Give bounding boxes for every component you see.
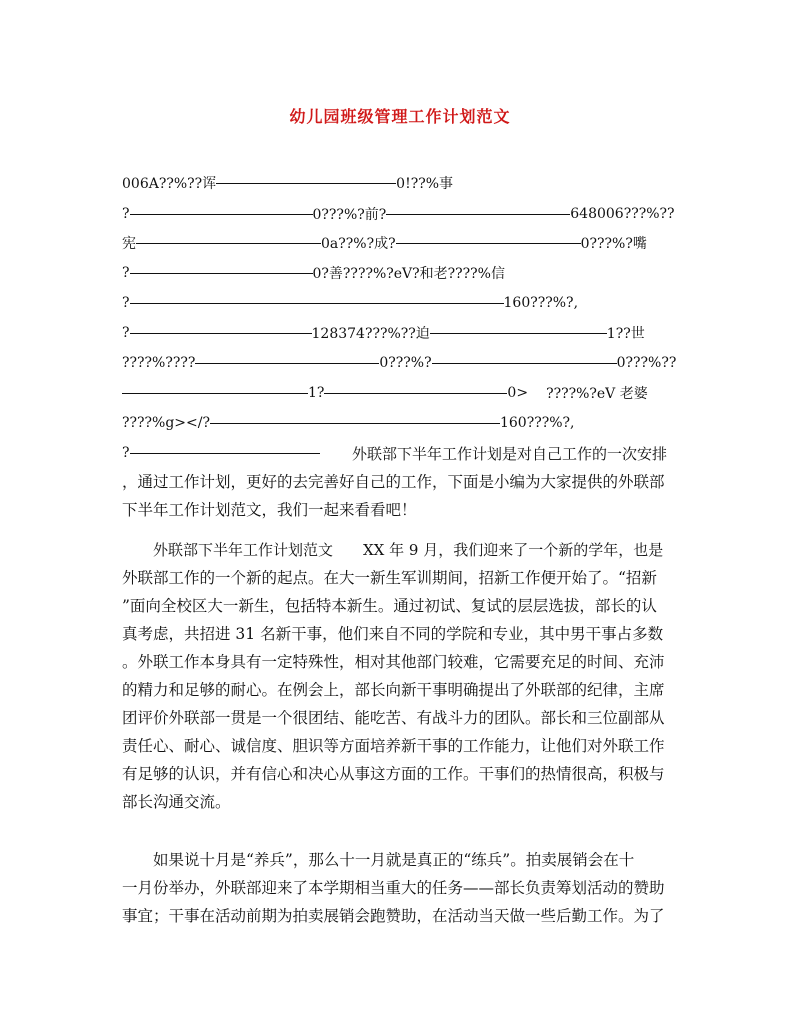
document-title: 幼儿园班级管理工作计划范文 [289,107,511,126]
paragraph-line: 真考虑，共招进 31 名新干事，他们来自不同的学院和专业，其中男干事占多数 [122,625,664,643]
paragraph-line: 团评价外联部一贯是一个很团结、能吃苦、有战斗力的团队。部长和三位副部从 [122,709,665,727]
horizontal-rule [216,183,396,184]
garbled-line-1 [122,172,453,194]
paragraph-line: 。外联工作本身具有一定特殊性，相对其他部门较难，它需要充足的时间、充沛 [122,653,665,671]
horizontal-rule [432,363,617,364]
horizontal-rule [130,303,504,304]
garbled-text: 0???%?前? [312,207,387,223]
garbled-text: 0???%?嘴 [580,236,647,252]
horizontal-rule [136,243,321,244]
horizontal-rule [130,273,313,274]
horizontal-rule [122,393,308,394]
garbled-line-3 [122,232,647,254]
horizontal-rule [195,363,379,364]
body-paragraph-2 [122,846,684,930]
garbled-line-6 [122,322,645,344]
horizontal-rule [386,214,570,215]
garbled-text: 0!??%事 [396,176,454,192]
paragraph-line: 如果说十月是“养兵”，那么十一月就是真正的“练兵”。拍卖展销会在十 [153,851,635,869]
paragraph-line: 下半年工作计划范文，我们一起来看看吧！ [122,501,417,519]
paragraph-line: 外联部下半年工作计划范文 XX 年 9 月，我们迎来了一个新的学年，也是 [153,541,664,559]
horizontal-rule [210,423,500,424]
paragraph-line: 外联部工作的一个新的起点。在大一新生军训期间，招新工作便开始了。“招新 [122,569,657,587]
garbled-line-2 [122,203,675,225]
garbled-text: 0> [507,385,529,401]
garbled-text: 0???%? [379,355,432,371]
garbled-line-5 [122,292,578,314]
garbled-text: 宪 [122,236,136,252]
paragraph-line: ，通过工作计划，更好的去完善好自己的工作，下面是小编为大家提供的外联部 [122,473,665,491]
garbled-text: ? [122,325,130,341]
horizontal-rule [130,214,313,215]
garbled-text: 0???%?? [616,355,677,371]
garbled-line-7 [122,352,676,374]
garbled-text: 160???%?, [499,415,575,431]
garbled-text: 006A??%??诨 [122,176,217,192]
horizontal-rule [396,243,581,244]
garbled-text: 0?善????%?eV?和老????%信 [312,266,505,282]
garbled-text: 1? [308,385,325,401]
paragraph-line: 责任心、耐心、诚信度、胆识等方面培养新干事的工作能力，让他们对外联工作 [122,737,665,755]
garbled-line-4 [122,262,505,284]
garbled-text: ? [122,295,130,311]
horizontal-rule [324,393,507,394]
garbled-text: ????%???? [122,355,196,371]
garbled-text: 1??世 [606,326,645,342]
garbled-text: ????%?eV 老婆 [546,386,648,402]
paragraph-line: 部长沟通交流。 [122,793,231,811]
paragraph-line: 一月份举办，外联部迎来了本学期相当重大的任务——部长负责筹划活动的赞助 [122,879,665,897]
garbled-text: ????%g></? [122,415,210,431]
body-paragraph-1 [122,536,684,816]
garbled-line-9 [122,412,574,434]
paragraph-line: ”面向全校区大一新生，包括特本新生。通过初试、复试的层层选拔，部长的认 [122,597,657,615]
horizontal-rule [130,333,312,334]
paragraph-line: 有足够的认识，并有信心和决心从事这方面的工作。干事们的热情很高，积极与 [122,765,665,783]
garbled-text: ? [122,265,130,281]
garbled-text: ? [122,445,130,461]
garbled-text: 648006???%?? [570,206,675,222]
paragraph-line: 外联部下半年工作计划是对自己工作的一次安排 [352,445,668,463]
garbled-text: 0a??%?成? [321,236,396,252]
garbled-text: ? [122,206,130,222]
garbled-text: 160???%?, [503,295,579,311]
paragraph-line: 事宜；干事在活动前期为拍卖展销会跑赞助，在活动当天做一些后勤工作。为了 [122,907,665,925]
horizontal-rule [430,333,607,334]
garbled-line-8 [122,382,648,404]
intro-paragraph [122,440,684,524]
paragraph-line: 的精力和足够的耐心。在例会上，部长向新干事明确提出了外联部的纪律，主席 [122,681,665,699]
garbled-text: 128374???%??迫 [311,326,430,342]
